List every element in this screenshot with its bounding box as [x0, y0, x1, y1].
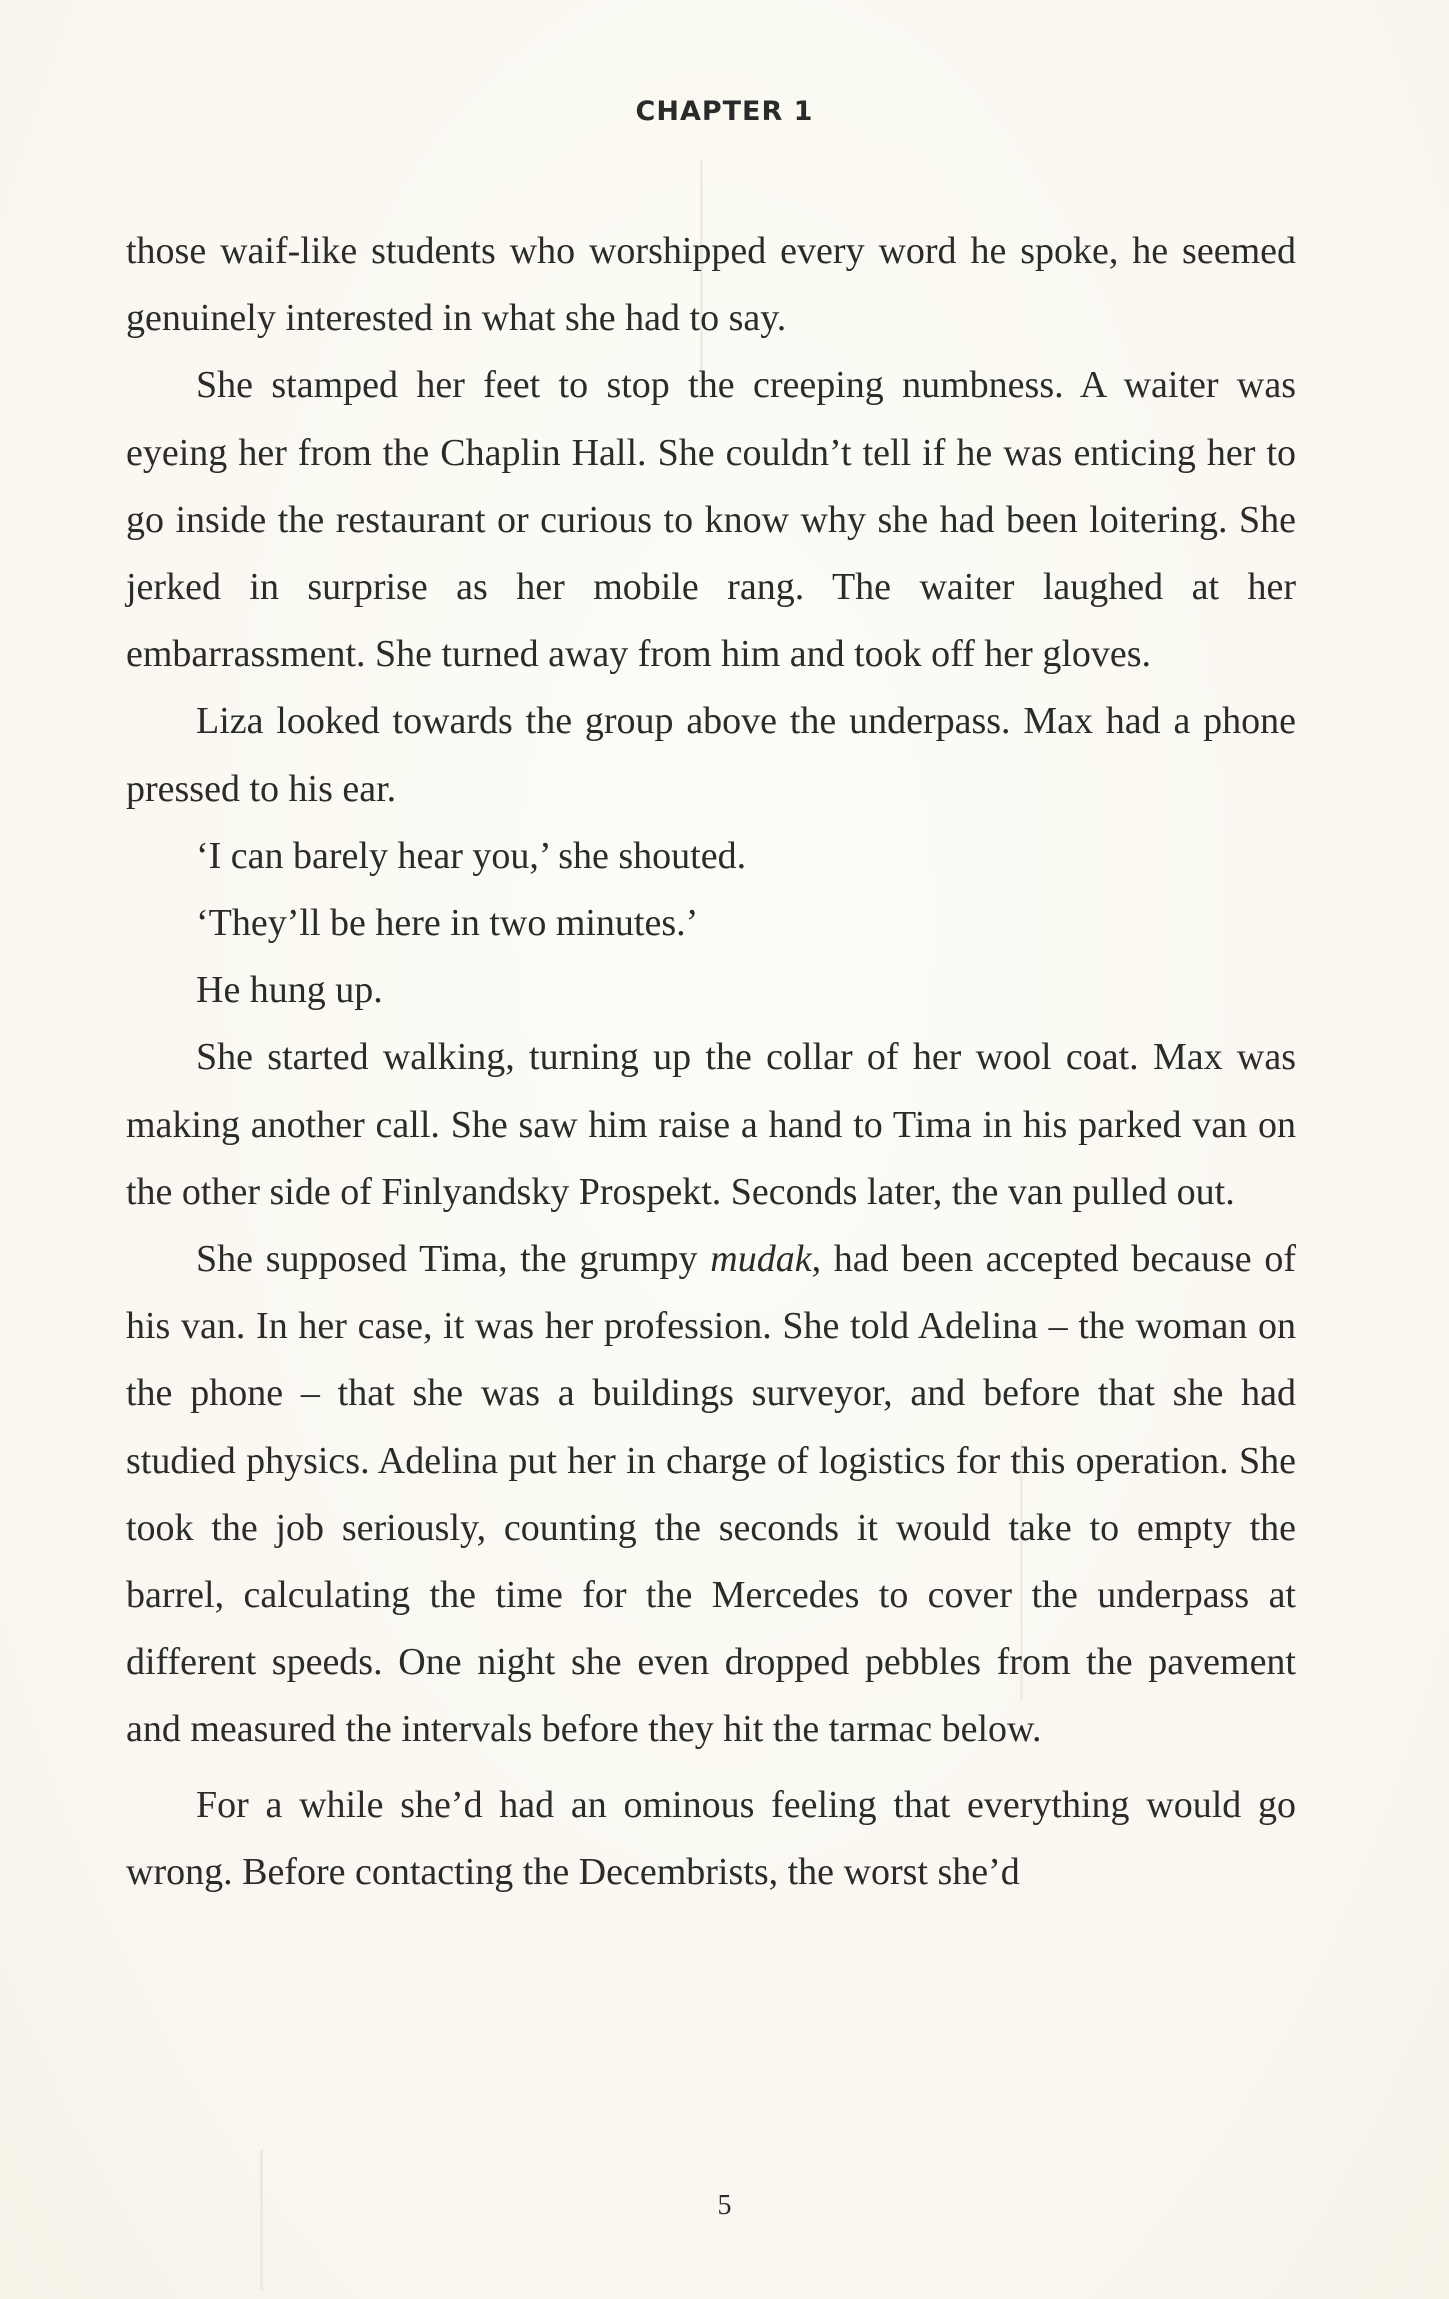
paragraph: She started walking, turning up the collar of her wool coat. Max was making another call. She saw him raise a hand to Tima in his parked van on the other side of Finlyandsky Prospekt. Seconds later, the van pulled out. — [126, 1036, 1296, 1213]
paragraph: He hung up. — [196, 969, 383, 1012]
paragraph: those waif-like students who worshipped every word he spoke, he seemed genuinely interested in what she had to say. — [126, 230, 1296, 340]
running-head: CHAPTER 1 — [635, 96, 814, 127]
paragraph: ‘They’ll be here in two minutes.’ — [196, 902, 699, 945]
paragraph-text: , had been accepted because of his van. In her case, it was her profession. She told Adelina – the woman on the phone – that she was a buildings surveyor, and before that she had studied physics. Adelina put her in charge of logistics for this operation. She took the job seriously, counting the seconds it would take to empty the barrel, calculating the time for the Mercedes to cover the underpass at different speeds. One night she even dropped pebbles from the pavement and measured the intervals before they hit the tarmac below. — [126, 1238, 1296, 1751]
paragraph: Liza looked towards the group above the underpass. Max had a phone pressed to his ear. — [126, 700, 1296, 810]
paragraph — [126, 1226, 1296, 1764]
italic-word: mudak — [710, 1238, 812, 1281]
paragraph: For a while she’d had an ominous feeling that everything would go wrong. Before contacting the Decembrists, the worst she’d — [126, 1783, 1296, 1893]
page-number: 5 — [717, 2190, 732, 2221]
paragraph: She stamped her feet to stop the creeping numbness. A waiter was eyeing her from the Chaplin Hall. She couldn’t tell if he was enticing her to go inside the restaurant or curious to know why she had been loitering. She jerked in surprise as her mobile rang. The waiter laughed at her embarrassment. She turned away from him and took off her gloves. — [126, 364, 1296, 676]
paragraph-text: She supposed Tima, the grumpy — [196, 1238, 711, 1281]
paragraph: ‘I can barely hear you,’ she shouted. — [196, 834, 747, 877]
body-text — [126, 218, 1296, 1906]
